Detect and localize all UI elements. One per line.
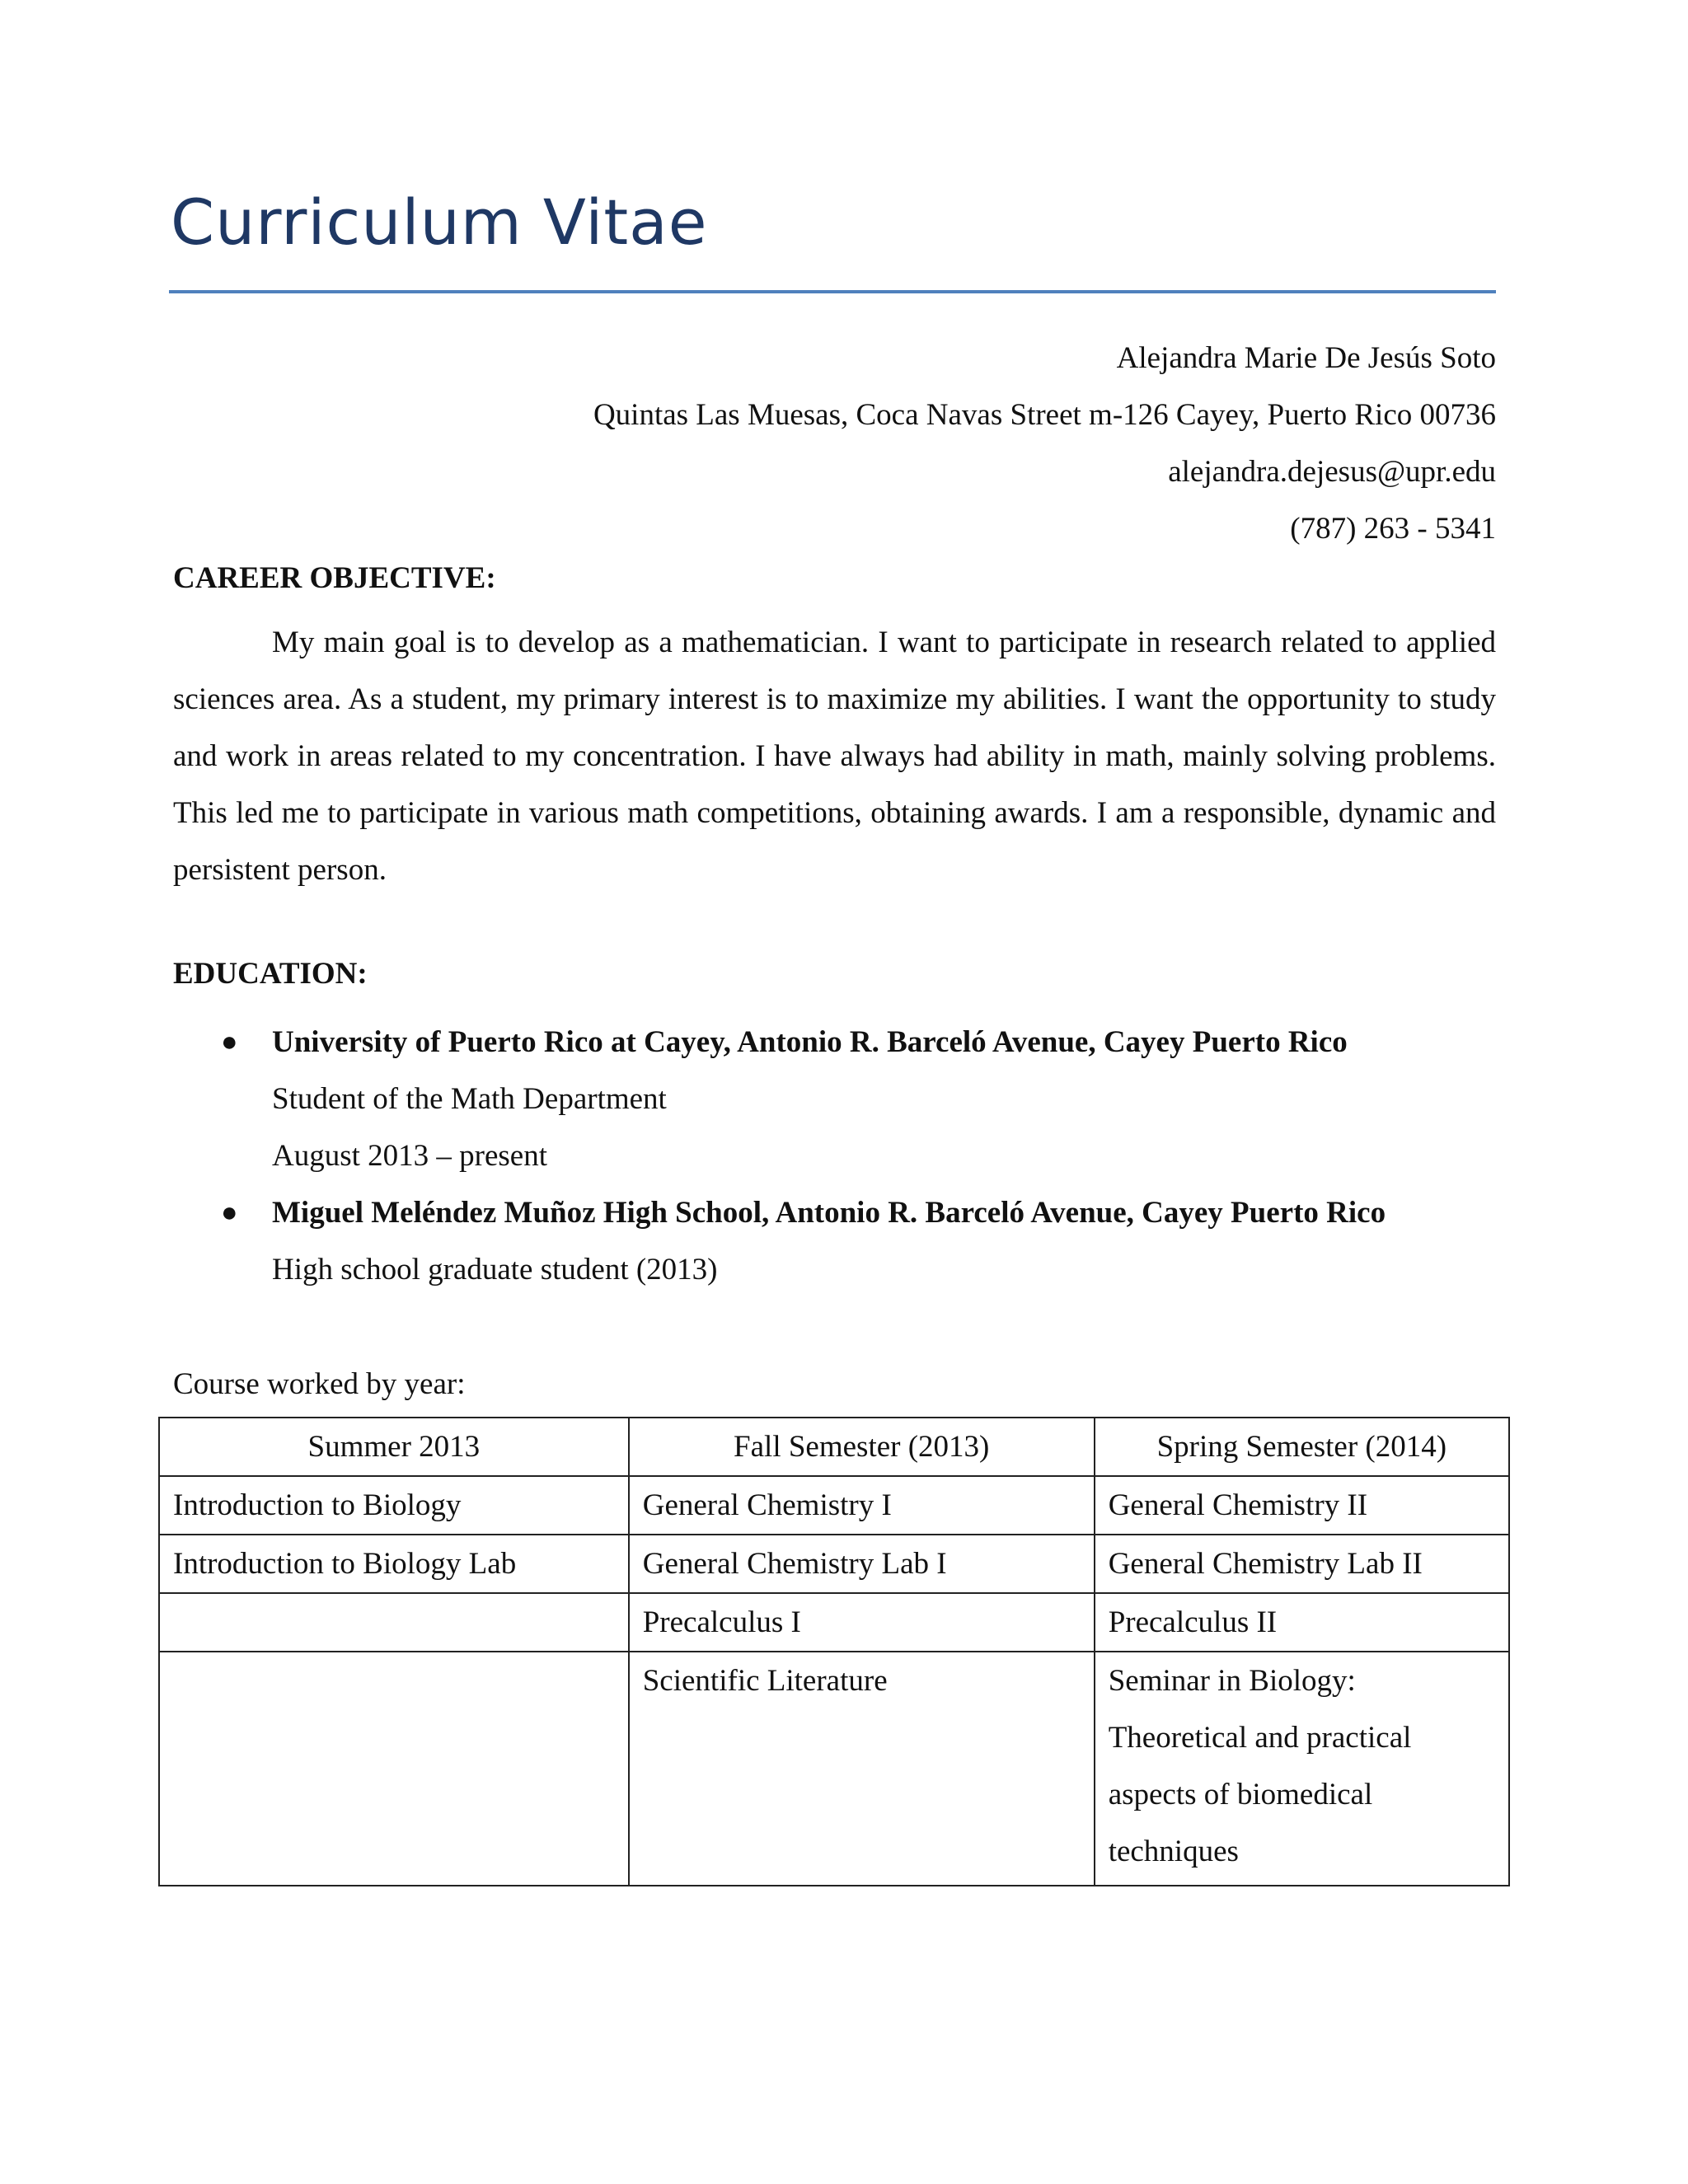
education-item	[173, 1184, 1508, 1298]
table-row	[159, 1593, 1509, 1652]
contact-block	[593, 330, 1496, 557]
contact-address: Quintas Las Muesas, Coca Navas Street m-126 Cayey, Puerto Rico 00736	[593, 398, 1496, 432]
contact-name: Alejandra Marie De Jesús Soto	[1116, 341, 1496, 375]
career-objective-text: My main goal is to develop as a mathematician. I want to participate in research related to applied sciences area. As a student, my primary interest is to maximize my abilities. I want the opportunity to study and work in areas related to my concentration. I have always had ability in math, mainly solving problems. This led me to participate in various math competitions, obtaining awards. I am a responsible, dynamic and persistent person.	[173, 626, 1496, 887]
table-cell: Precalculus II	[1095, 1593, 1509, 1652]
bullet-icon: ●	[221, 1197, 238, 1228]
table-header-row	[159, 1418, 1509, 1476]
career-objective-heading: CAREER OBJECTIVE:	[173, 561, 496, 595]
table-row	[159, 1476, 1509, 1535]
courses-caption: Course worked by year:	[173, 1367, 466, 1401]
page-title: Curriculum Vitae	[171, 185, 708, 259]
contact-phone: (787) 263 - 5341	[1290, 512, 1496, 546]
multiline-cell-text: Seminar in Biology: Theoretical and practical aspects of biomedical techniques	[1108, 1664, 1412, 1868]
table-cell: Scientific Literature	[629, 1652, 1095, 1886]
table-row	[159, 1652, 1509, 1886]
education-dates: August 2013 – present	[272, 1139, 547, 1173]
courses-table	[158, 1417, 1510, 1886]
education-item	[173, 1014, 1508, 1184]
column-header: Summer 2013	[159, 1418, 629, 1476]
table-cell: General Chemistry Lab II	[1095, 1535, 1509, 1593]
table-cell: Introduction to Biology	[159, 1476, 629, 1535]
table-row	[159, 1535, 1509, 1593]
table-cell: Introduction to Biology Lab	[159, 1535, 629, 1593]
column-header: Spring Semester (2014)	[1095, 1418, 1509, 1476]
education-detail: Student of the Math Department	[272, 1082, 667, 1116]
education-detail: High school graduate student (2013)	[272, 1253, 718, 1286]
table-cell: General Chemistry Lab I	[629, 1535, 1095, 1593]
education-list	[173, 1014, 1508, 1298]
table-cell: Precalculus I	[629, 1593, 1095, 1652]
table-cell: General Chemistry II	[1095, 1476, 1509, 1535]
table-cell	[159, 1593, 629, 1652]
title-underline	[169, 290, 1496, 293]
table-cell	[1095, 1652, 1509, 1886]
column-header: Fall Semester (2013)	[629, 1418, 1095, 1476]
bullet-icon: ●	[221, 1027, 238, 1057]
table-cell: General Chemistry I	[629, 1476, 1095, 1535]
education-institution: University of Puerto Rico at Cayey, Antonio R. Barceló Avenue, Cayey Puerto Rico	[272, 1025, 1348, 1059]
contact-email[interactable]: alejandra.dejesus@upr.edu	[1168, 455, 1496, 489]
table-cell	[159, 1652, 629, 1886]
education-institution: Miguel Meléndez Muñoz High School, Antonio R. Barceló Avenue, Cayey Puerto Rico	[272, 1196, 1386, 1230]
education-heading: EDUCATION:	[173, 957, 368, 991]
